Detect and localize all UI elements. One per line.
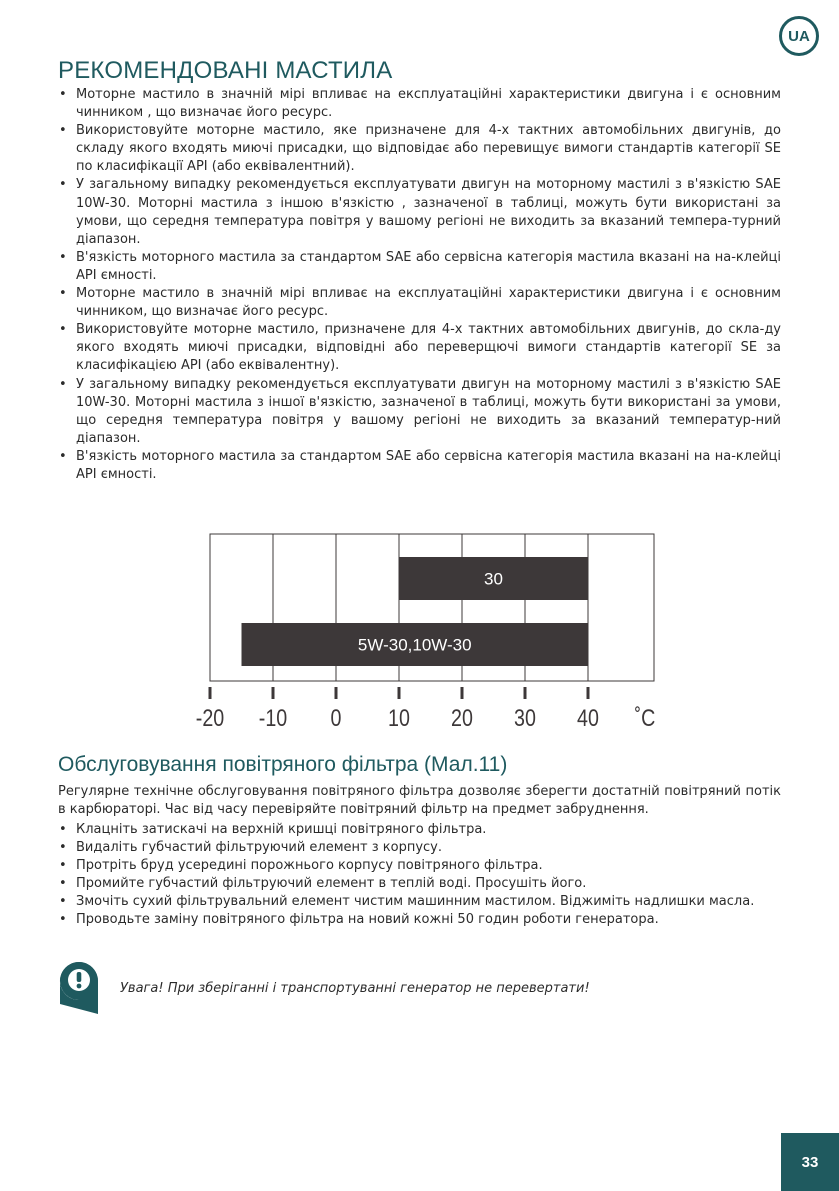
list-item: • У загальному випадку рекомендується експлуатувати двигун на моторному мастилі з в'язкістю SAE 10W-30. Моторні мастила з іншою в'язкістю , зазначеної в таблиці, можуть бути використані за умови, що середня температура повітря у вашому регіоні не виходить за вказаний темпера-турний діапазон. <box>58 176 781 248</box>
oil-recommendations-list <box>58 86 781 484</box>
list-item: • Видаліть губчастий фільтруючий елемент з корпусу. <box>58 839 781 857</box>
list-item: • Клацніть затискачі на верхній кришці повітряного фільтра. <box>58 821 781 839</box>
tick-label: -20 <box>195 704 225 732</box>
section-title-oils: РЕКОМЕНДОВАНІ МАСТИЛА <box>58 57 393 84</box>
list-item: • В'язкість моторного мастила за стандартом SAE або сервісна категорія мастила вказані на на-клейці API ємності. <box>58 249 781 285</box>
air-filter-steps-list <box>58 821 781 930</box>
list-item: • Змочіть сухий фільтрувальний елемент чистим машинним мастилом. Віджиміть надлишки масла. <box>58 893 781 911</box>
language-badge: UA <box>779 16 819 56</box>
tick-label: -10 <box>258 704 288 732</box>
tick-label: 0 <box>330 704 342 732</box>
bar-label: 5W-30,10W-30 <box>357 635 472 655</box>
list-item: • Моторне мастило в значній мірі впливає на експлуатаційні характеристики двигуна і є основним чинником, що визначає його ресурс. <box>58 285 781 321</box>
list-item: • В'язкість моторного мастила за стандартом SAE або сервісна категорія мастила вказані на на-клейці API ємності. <box>58 448 781 484</box>
warning-text: Увага! При зберіганні і транспортуванні генератор не перевертати! <box>120 981 590 996</box>
tick-label: 30 <box>514 704 536 732</box>
list-item: • Промийте губчастий фільтруючий елемент в теплій воді. Просушіть його. <box>58 875 781 893</box>
unit-label: ˚C <box>634 704 656 732</box>
tick-label: 10 <box>388 704 410 732</box>
section-title-air-filter: Обслуговування повітряного фільтра (Мал.11) <box>58 753 508 776</box>
tick-label: 20 <box>451 704 473 732</box>
tick-label: 40 <box>577 704 599 732</box>
list-item: • У загальному випадку рекомендується експлуатувати двигун на моторному мастилі з в'язкістю SAE 10W-30. Моторні мастила з іншої в'язкістю, зазначеної в таблиці, можуть бути використані за умови, що середня температура повітря у вашому регіоні не виходить за вказаний температур-ний діапазон. <box>58 376 781 448</box>
list-item: • Протріть бруд усередині порожнього корпусу повітряного фільтра. <box>58 857 781 875</box>
list-item: • Використовуйте моторне мастило, призначене для 4-х тактних автомобільних двигунів, до скла-ду якого входять миючі присадки, відповідні або переверщючі вимоги стандартів категорії SE за класифікацією API (або еквівалентну). <box>58 321 781 375</box>
list-item: • Проводьте заміну повітряного фільтра на новий кожні 50 годин роботи генератора. <box>58 911 781 929</box>
warning-icon <box>58 960 100 1016</box>
air-filter-intro: Регулярне технічне обслуговування повітряного фільтра дозволяє зберегти достатній повітряний потік в карбюраторі. Час від часу перевіряйте повітряний фільтр на предмет забруднення. <box>58 784 781 818</box>
bar-label: 30 <box>484 569 503 589</box>
list-item: • Моторне мастило в значній мірі впливає на експлуатаційні характеристики двигуна і є основним чинником , що визначає його ресурс. <box>58 86 781 122</box>
list-item: • Використовуйте моторне мастило, яке призначене для 4-х тактних автомобільних двигунів, до складу якого входять миючі присадки, що відповідає або перевищує вимоги стандартів категорії SE по класифікації API (або еквівалентний). <box>58 122 781 176</box>
viscosity-temperature-chart <box>195 533 665 733</box>
page-number: 33 <box>781 1133 839 1191</box>
